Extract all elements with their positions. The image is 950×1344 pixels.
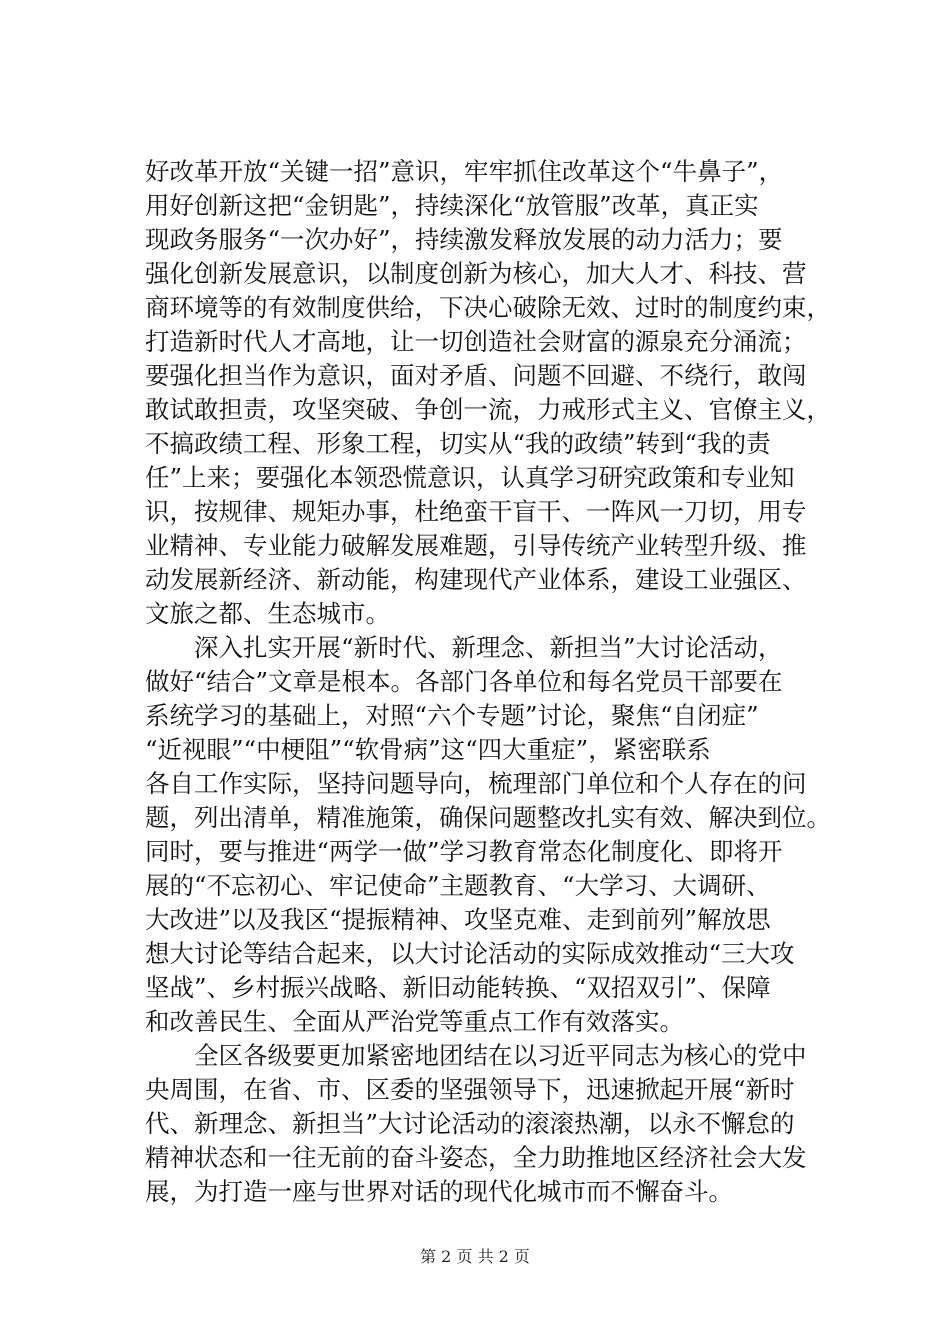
text-line: 展，为打造一座与世界对话的现代化城市而不懈奋斗。 [145, 1177, 733, 1206]
text-line: 任”上来；要强化本领恐慌意识，认真学习研究政策和专业知 [145, 463, 795, 492]
text-line: 大改进”以及我区“提振精神、攻坚克难、走到前列”解放思 [145, 905, 771, 934]
text-line: 打造新时代人才高地，让一切创造社会财富的源泉充分涌流； [145, 327, 807, 356]
text-line: 同时，要与推进“两学一做”学习教育常态化制度化、即将开 [145, 837, 783, 866]
text-line: 用好创新这把“金钥匙”，持续深化“放管服”改革，真正实 [145, 191, 759, 220]
text-line: 想大讨论等结合起来，以大讨论活动的实际成效推动“三大攻 [145, 939, 795, 968]
text-line: 题，列出清单，精准施策，确保问题整改扎实有效、解决到位。 [145, 803, 831, 832]
text-line: 动发展新经济、新动能，构建现代产业体系，建设工业强区、 [145, 565, 807, 594]
document-body [145, 155, 835, 1209]
text-line: 展的“不忘初心、牢记使命”主题教育、“大学习、大调研、 [145, 871, 771, 900]
text-line: 精神状态和一往无前的奋斗姿态，全力助推地区经济社会大发 [145, 1143, 807, 1172]
text-line: 不搞政绩工程、形象工程，切实从“我的政绩”转到“我的责 [145, 429, 771, 458]
text-line: 央周围，在省、市、区委的坚强领导下，迅速掀起开展“新时 [145, 1075, 795, 1104]
text-line: 系统学习的基础上，对照“六个专题”讨论，聚焦“自闭症” [145, 701, 759, 730]
text-line: 识，按规律、规矩办事，杜绝蛮干盲干、一阵风一刀切，用专 [145, 497, 807, 526]
text-line: 做好“结合”文章是根本。各部门各单位和每名党员干部要在 [145, 667, 783, 696]
text-line: 好改革开放“关键一招”意识，牢牢抓住改革这个“牛鼻子”， [145, 157, 784, 186]
text-line: 商环境等的有效制度供给，下决心破除无效、过时的制度约束， [145, 293, 831, 322]
text-line: 现政务服务“一次办好”，持续激发释放发展的动力活力；要 [145, 225, 783, 254]
text-line: 坚战”、乡村振兴战略、新旧动能转换、“双招双引”、保障 [145, 973, 771, 1002]
text-line: 全区各级要更加紧密地团结在以习近平同志为核心的党中 [145, 1041, 807, 1070]
page-number-footer: 第 2 页 共 2 页 [420, 1247, 530, 1266]
text-line: 业精神、专业能力破解发展难题，引导传统产业转型升级、推 [145, 531, 807, 560]
text-line: 和改善民生、全面从严治党等重点工作有效落实。 [145, 1007, 684, 1036]
text-line: 要强化担当作为意识，面对矛盾、问题不回避、不绕行，敢闯 [145, 361, 807, 390]
text-line: 深入扎实开展“新时代、新理念、新担当”大讨论活动， [145, 633, 783, 662]
text-line: 敢试敢担责，攻坚突破、争创一流，力戒形式主义、官僚主义， [145, 395, 831, 424]
text-line: 强化创新发展意识，以制度创新为核心，加大人才、科技、营 [145, 259, 807, 288]
text-line: 代、新理念、新担当”大讨论活动的滚滚热潮，以永不懈怠的 [145, 1109, 795, 1138]
text-line: “近视眼”“中梗阻”“软骨病”这“四大重症”，紧密联系 [145, 735, 711, 764]
text-line: 各自工作实际，坚持问题导向，梳理部门单位和个人存在的问 [145, 769, 807, 798]
text-line: 文旅之都、生态城市。 [145, 599, 390, 628]
